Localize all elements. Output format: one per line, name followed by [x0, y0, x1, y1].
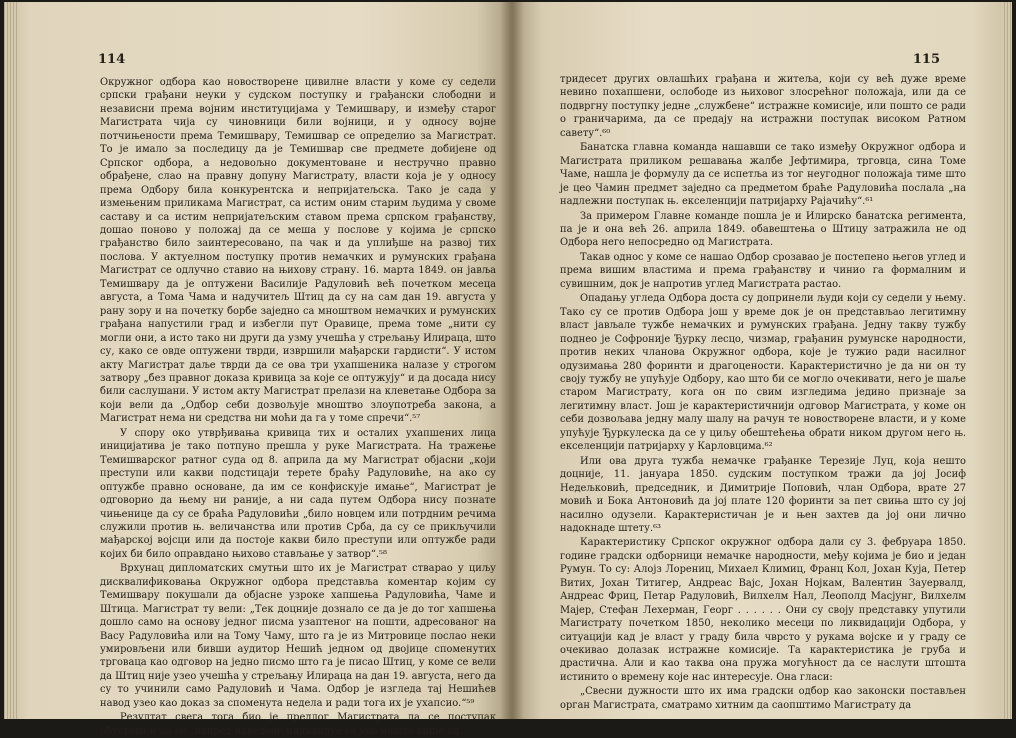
- paragraph: тридесет других овлашћих грађана и житеља, који су већ дуже време невино похапшени, ослободе из њиховог злосрећног положаја, или да се подвргну поступку једне „службене“ истражне комисије, или пошто се ради о граничарима, да се предају на истражни поступак високом Ратном савету“.⁶⁰: [560, 74, 966, 139]
- right-page-number: 115: [912, 52, 940, 67]
- book-gutter: [500, 2, 524, 719]
- paragraph: „Свесни дужности што их има градски одбор као законски постављен орган Магистрата, сматрамо хитним да саопштимо Магистрату да: [560, 686, 966, 711]
- left-page-edges: [4, 2, 18, 719]
- paragraph: Такав однос у коме се нашао Одбор срозавао је постепено његов углед и према вишим властима и према грађанству и чинио га формалним и сувишним, док је напротив углед Магистрата растао.: [560, 251, 966, 290]
- paragraph: Врхунац дипломатских смутњи што их је Магистрат стварао у циљу дисквалификовања Окружног одбора представља коментар којим су Темишвару покушали да објасне узроке хапшења Радуловића, Чаме и Штица. Магистрат ту вели: „Тек доцније дознало се да је до тог хапшења дошло само на основу једног писма узаптеног на пошти, адресованог на Васу Радуловића или на Тому Чаму, што га је из Митровице послао неки умировљени или бивши аудитор Нешић једном од двојице споменутих трговаца као одговор на једно писмо што га је писао Штиц, у коме се вели да Штиц није узео учешћа у стрељању Илираца на дан 19. августа, него да су то учинили само Радуловић и Чама. Одбор је изгледа тај Нешићев навод узео као доказ за споменута недела и ради тога их је ухапсио.“⁵⁹: [100, 563, 496, 709]
- paragraph: Резултат свега тога био је предлог Магистрата да се поступак обустави и да се „напред наведене индивидуе са још нешто више од: [100, 712, 496, 737]
- paragraph: Карактеристику Српског окружног одбора дали су 3. фебруара 1850. године градски одборници немачке народности, међу којима је био и један Румун. То су: Алојз Лорениц, Михаел Климиц, Франц Кол, Јохан Куја, Петер Витих, Јохан Титигер, Андреас Вајс, Јохан Нојкам, Валентин Зауервалд, Андреас Фриц, Петар Радуловић, Вилхелм Нал, Леополд Масјунг, Вилхелм Мајер, Стефан Лехерман, Георг . . . . . . Они су своју представку упутили Магистрату почетком 1850, неколико месеци по ликвидацији Одбора, у ситуацији кад је власт у граду била чврсто у рукама војске и у граду се очекивао долазак истражне комисије. Та карактеристика је груба и драстична. Али и као таква она пружа могућност да се наслути штошта истинито о времену које нас интересује. Она гласи:: [560, 537, 966, 683]
- left-page-text: [100, 76, 496, 738]
- left-page-number: 114: [98, 52, 126, 67]
- paragraph: Опадању угледа Одбора доста су допринели људи који су седели у њему. Тако су се против Одбора још у време док је он представљао легитимну власт јављале тужбе немачких и румунских грађана. Једну такву тужбу поднео је Софроније Ђурку лесцо, чизмар, грађанин румунске народности, против неких чланова Окружног одбора, које је тужио ради насилног одузимања 280 форинти и драгоцености. Карактеристично је да ни он ту своју тужбу не упућује Одбору, као што би се могло очекивати, него је шаље старом Магистрату, кога он по свим изгледима једино признаје за легитимну власт. Још је карактеристичнији одговор Магистрата, у коме он себи дозвољава једну малу шалу на рачун те новостворене власти, и у коме упућује Ђуркулеска да се у циљу обештећења обрати ником другом него њ. екселенцији патријарху у Карловцима.⁶²: [560, 293, 966, 453]
- paragraph: Окружног одбора као новостворене цивилне власти у коме су седели српски грађани неуки у судском поступку и грађански слободни и независни према војним институцијама у Темишвару, и између старог Магистрата чија су чиновници били војници, и у односу војне потчињености према Темишвару, Темишвар се определио за Магистрат. То је имало за последицу да је Темишвар све предмете добијене од Српског одбора, а недовољно документоване и нестручно правно обрађене, слао на правну допуну Магистрату, власти која је у односу према Одбору била конкурентска и непријатељска. Тако је сада у измењеним приликама Магистрат, са истим оним старим људима у своме саставу и са истим непријатељским ставом према српском грађанству, дошао поново у положај да се меша у послове у којима је српско грађанство било заинтересовано, па чак и да уплиђше на развој тих послова. У актуелном поступку против немачких и румунских грађана Магистрат се одлучно ставио на њихову страну. 16. марта 1849. он јавља Темишвару да је оптужени Василије Радуловић већ почетком месеца августа, а Тома Чама и надучитељ Штиц да су на сам дан 19. августа у рану зору и на почетку борбе заједно са мноштвом немачких и румунских грађана напустили град и избегли пут Оравице, према томе „нити су могли они, а исто тако ни други да узму учешћа у стрељању Илираца, што су, како се овде оптужени тврди, извршили мађарски гардисти“. У истом акту Магистрат даље тврди да се ова три ухапшеника налазе у строгом затвору „без правног доказа кривица за које се оптужују“ и да досада нису били саслушани. У истом акту Магистрат прелази на клеветање Одбора за који вели да „Одбор себи дозвољује мноштво злоупотреба закона, а Магистрат нема ни средства ни моћи да га у томе спречи“.⁵⁷: [100, 77, 496, 425]
- paragraph: Или ова друга тужба немачке грађанке Терезије Луц, која нешто доцније, 11. јануара 1850. судским поступком тражи да јој Јосиф Недељковић, председник, и Димитрије Поповић, члан Одбора, врате 27 мовић и Бока Антоновић да јој плате 120 форинти за пет свиња што су јој насилно одузели. Карактеристичан је и њен захтев да јој они лично надокнаде штету.⁶³: [560, 455, 966, 534]
- paragraph: У спору око утврђивања кривица тих и осталих ухапшених лица иницијатива је тако потпуно прешла у руке Магистрата. На тражење Темишварског ратног суда од 8. априла да му Магистрат објасни „који преступи или какви подстицаји терете браћу Радуловиће, на ако су оптужбе правно основане, да им се конфискује имање“, Магистрат је одговорио да њему ни раније, а ни сада путем Одбора нису познате чињенице да су се браћа Радуловићи „било новцем или потрдним речима служили против њ. величанства или против Срба, да су се прикључили мађарској војсци или да постоје какви било преступи или оптужбе ради којих би било оправдано њихово стављање у затвор“.⁵⁸: [100, 427, 496, 560]
- right-page-text: [560, 73, 966, 712]
- left-page: [4, 2, 512, 737]
- paragraph: За примером Главне команде пошла је и Илирско банатска регимента, па је и она већ 26. априла 1849. обавештења о Штицу затражила не од Одбора него непосредно од Магистрата.: [560, 210, 966, 249]
- paragraph: Банатска главна команда нашавши се тако између Окружног одбора и Магистрата приликом решавања жалбе Јефтимира, трговца, сина Томе Чаме, нашла је формулу да се испетља из тог неугодног положаја тиме што је цео Чамин предмет заједно са предметом браће Радуловића послала „на надлежни поступак њ. екселенцији патријарху Рајачићу“.⁶¹: [560, 142, 966, 208]
- right-page-edges: [1002, 2, 1012, 719]
- right-page: [512, 2, 1012, 719]
- book-spread: [4, 2, 1012, 737]
